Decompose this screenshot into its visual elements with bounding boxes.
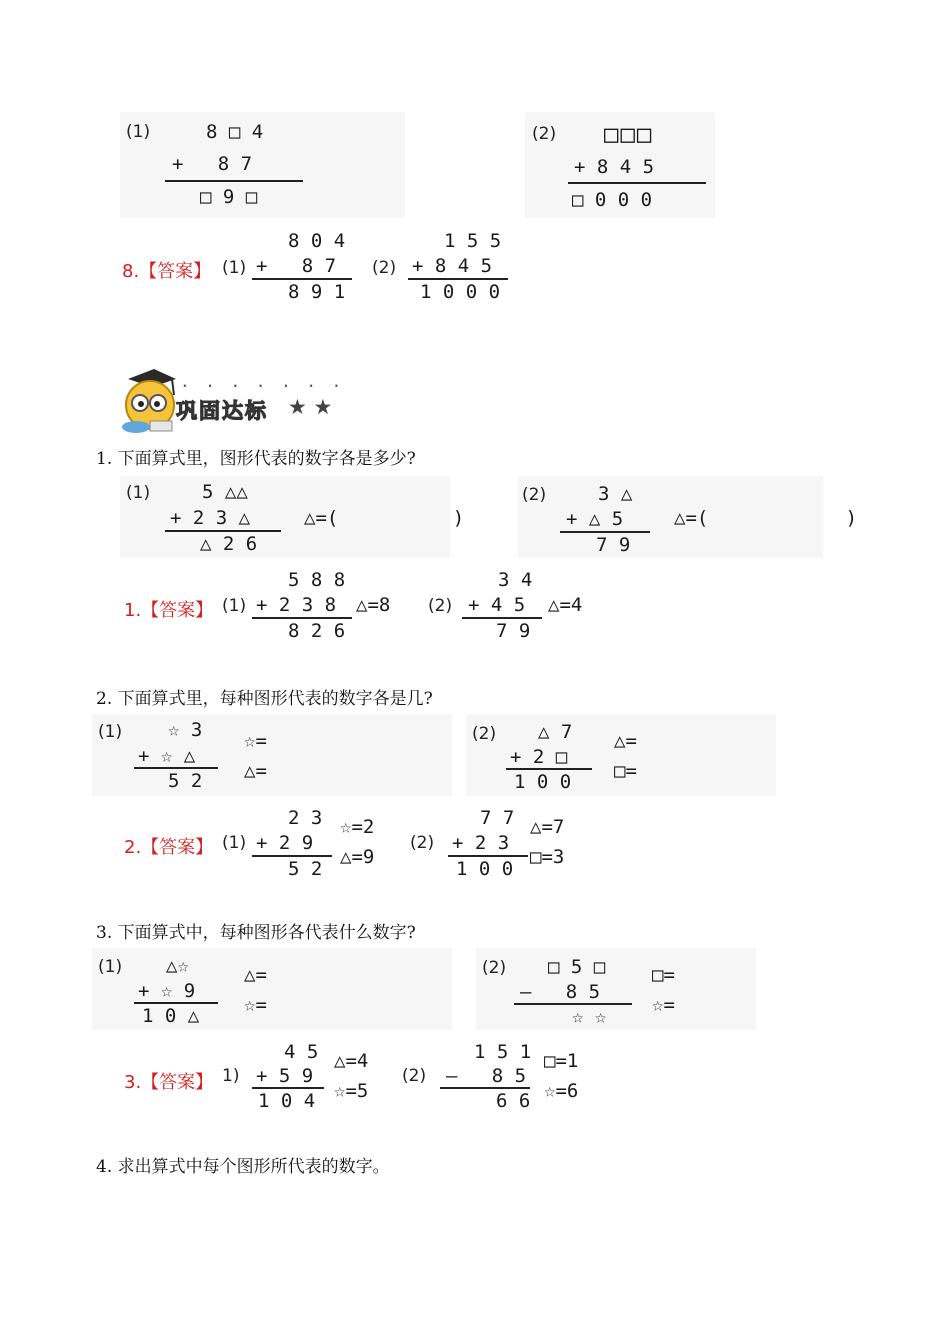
arith-row1: 7 7 [480, 807, 515, 829]
arith-row1: ☆ 3 [168, 719, 203, 741]
answer-tag: 2.【答案】 [124, 837, 214, 858]
arith-row1: 4 5 [284, 1041, 319, 1063]
problem-label: (2) [522, 485, 547, 505]
answer-tag: 8.【答案】 [122, 261, 212, 282]
answer-blank: □= [614, 760, 637, 782]
arith-result: ☆ ☆ [572, 1006, 607, 1028]
answer-blank: △= [614, 730, 637, 752]
arith-row2: — 8 5 [520, 981, 601, 1003]
answer-blank: ☆= [244, 994, 267, 1016]
answer-label: (2) [428, 596, 453, 616]
question-1: 1. 下面算式里，图形代表的数字各是多少? [96, 449, 416, 469]
arith-result: 1 0 △ [142, 1005, 200, 1027]
arith-row1: 8 0 4 [288, 230, 346, 252]
arith-result: □ 9 □ [200, 186, 258, 208]
answer-value: △=8 [356, 594, 391, 616]
answer-label: 1) [222, 1066, 240, 1086]
answer-label: (2) [402, 1066, 427, 1086]
arith-rule [568, 182, 706, 184]
arith-row2: + ☆ 9 [138, 980, 196, 1002]
question-4: 4. 求出算式中每个图形所代表的数字。 [96, 1157, 390, 1177]
answer-value: ☆=2 [340, 816, 375, 838]
question-3: 3. 下面算式中，每种图形各代表什么数字? [96, 923, 416, 943]
arith-row1: 3 4 [498, 569, 533, 591]
arith-result: 8 2 6 [288, 620, 346, 642]
arith-result: 1 0 0 0 [420, 281, 501, 303]
problem-label: (1) [98, 957, 123, 977]
answer-value: △=9 [340, 846, 375, 868]
arith-result: 6 6 [496, 1090, 531, 1112]
problem-label: (1) [126, 483, 151, 503]
answer-blank: △=( ) [304, 507, 465, 529]
problem-label: (1) [126, 122, 151, 142]
arith-result: 5 2 [168, 770, 203, 792]
answer-value: ☆=5 [334, 1080, 369, 1102]
mascot-icon [110, 365, 180, 437]
arith-row1: □ 5 □ [548, 956, 606, 978]
answer-blank: △=( ) [674, 507, 858, 529]
answer-label: (1) [222, 596, 247, 616]
answer-blank: □= [652, 964, 675, 986]
arith-row1: 3 △ [598, 483, 633, 505]
question-2: 2. 下面算式里，每种图形代表的数字各是几? [96, 689, 433, 709]
section-stars: ★ ★ [288, 395, 333, 419]
arith-row2: + 8 7 [172, 153, 253, 175]
answer-value: △=4 [334, 1050, 369, 1072]
arith-result: 7 9 [596, 534, 631, 556]
arith-row1: 1 5 1 [474, 1041, 532, 1063]
arith-result: 1 0 0 [456, 858, 514, 880]
problem-label: (2) [472, 724, 497, 744]
arith-result: 8 9 1 [288, 281, 346, 303]
arith-row2: + 5 9 [256, 1065, 314, 1087]
answer-tag: 1.【答案】 [124, 600, 214, 621]
answer-blank: △= [244, 760, 267, 782]
arith-row2: + 2 3 △ [170, 507, 251, 529]
problem-label: (1) [98, 722, 123, 742]
answer-value: ☆=6 [544, 1080, 579, 1102]
arith-result: 7 9 [496, 620, 531, 642]
answer-label: (1) [222, 258, 247, 278]
answer-label: (2) [372, 258, 397, 278]
section-title: 巩固达标 [176, 399, 268, 423]
arith-row2: + 2 3 [452, 832, 510, 854]
arith-row2: + 2 9 [256, 832, 314, 854]
answer-label: (2) [410, 833, 435, 853]
arith-row1: △ 7 [538, 721, 573, 743]
arith-rule [165, 180, 303, 182]
arith-result: 1 0 4 [258, 1090, 316, 1112]
answer-value: △=4 [548, 594, 583, 616]
problem-label: (2) [532, 124, 557, 144]
arith-row1: 1 5 5 [444, 230, 502, 252]
answer-value: □=1 [544, 1050, 579, 1072]
arith-row2: + 8 4 5 [412, 255, 493, 277]
arith-result: □ 0 0 0 [572, 189, 653, 211]
answer-value: □=3 [530, 846, 565, 868]
arith-row1: 2 3 [288, 807, 323, 829]
arith-row2: — 8 5 [446, 1065, 527, 1087]
arith-row1: 8 □ 4 [206, 121, 264, 143]
arith-row1: 5 8 8 [288, 569, 346, 591]
arith-row1: □□□ [604, 120, 654, 148]
answer-blank: ☆= [652, 994, 675, 1016]
section-dots: . . . . . . . [180, 372, 345, 391]
arith-row1: 5 △△ [202, 481, 248, 503]
arith-row2: + ☆ △ [138, 745, 196, 767]
answer-value: △=7 [530, 816, 565, 838]
answer-blank: △= [244, 964, 267, 986]
answer-tag: 3.【答案】 [124, 1072, 214, 1093]
arith-row2: + 8 4 5 [574, 156, 655, 178]
answer-label: (1) [222, 833, 247, 853]
arith-row1: △☆ [166, 955, 189, 977]
problem-image-2 [476, 948, 756, 1030]
answer-blank: ☆= [244, 730, 267, 752]
arith-row2: + 8 7 [256, 255, 337, 277]
arith-row2: + △ 5 [566, 508, 624, 530]
arith-row2: + 2 □ [510, 746, 568, 768]
arith-result: 5 2 [288, 858, 323, 880]
arith-row2: + 2 3 8 [256, 594, 337, 616]
arith-result: 1 0 0 [514, 771, 572, 793]
arith-row2: + 4 5 [468, 594, 526, 616]
problem-label: (2) [482, 958, 507, 978]
arith-result: △ 2 6 [200, 533, 258, 555]
